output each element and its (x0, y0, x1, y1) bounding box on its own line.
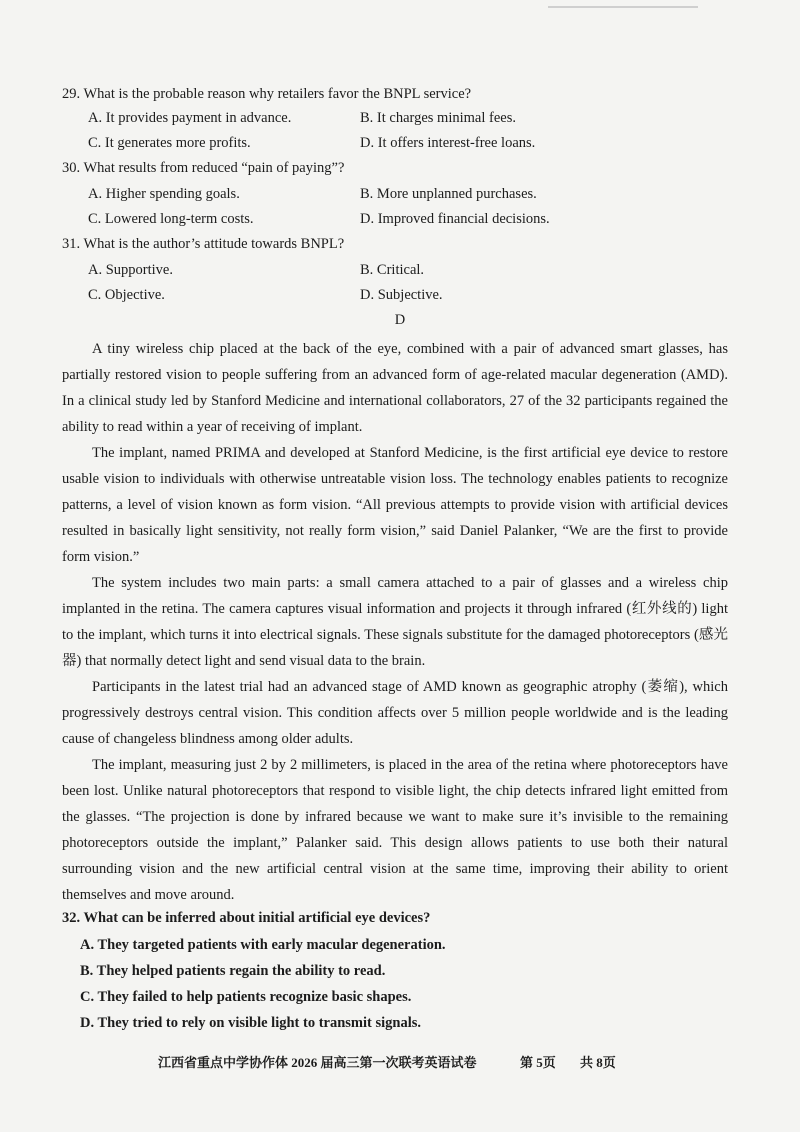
q31-option-c: C. Objective. (88, 287, 165, 303)
q32-option-c: C. They failed to help patients recognize basic shapes. (80, 989, 412, 1005)
q30-option-b: B. More unplanned purchases. (360, 186, 537, 202)
q31-option-a: A. Supportive. (88, 262, 173, 278)
question-32: 32. What can be inferred about initial artificial eye devices? (62, 910, 431, 926)
question-31: 31. What is the author’s attitude towards BNPL? (62, 236, 345, 252)
q29-option-d: D. It offers interest-free loans. (360, 135, 536, 151)
passage-paragraph-3: The system includes two main parts: a small camera attached to a pair of glasses and a wireless chip implanted in the retina. The camera captures visual information and projects it through infrared (红外线的) light to the implant, which turns it into electrical signals. These signals substitute for the damaged photoreceptors (感光器) that normally detect light and send visual data to the brain. (62, 575, 728, 669)
page-number: 第 5页 (520, 1055, 556, 1070)
scan-edge-line (548, 6, 698, 8)
q31-option-d: D. Subjective. (360, 287, 443, 303)
passage-paragraph-1: A tiny wireless chip placed at the back of the eye, combined with a pair of advanced smart glasses, has partially restored vision to people suffering from an advanced form of age-related macular degeneration (AMD). In a clinical study led by Stanford Medicine and international collaborators, 27 of the 32 participants regained the ability to read within a year of receiving of implant. (62, 341, 728, 435)
exam-title: 江西省重点中学协作体 2026 届高三第一次联考英语试卷 (158, 1055, 477, 1070)
q29-option-b: B. It charges minimal fees. (360, 110, 516, 126)
question-29: 29. What is the probable reason why retailers favor the BNPL service? (62, 86, 472, 102)
page-total: 共 8页 (580, 1055, 616, 1070)
q30-option-a: A. Higher spending goals. (88, 186, 240, 202)
passage-paragraph-5: The implant, measuring just 2 by 2 millimeters, is placed in the area of the retina where photoreceptors have been lost. Unlike natural photoreceptors that respond to visible light, the chip detects infrared light emitted from the glasses. “The projection is done by infrared because we want to make sure it’s invisible to the remaining photoreceptors outside the implant,” Palanker said. This design allows patients to use both their natural surrounding vision and the new artificial central vision at the same time, improving their ability to orient themselves and move around. (62, 757, 728, 903)
q29-option-c: C. It generates more profits. (88, 135, 251, 151)
section-label: D (394, 312, 406, 328)
passage-paragraph-2: The implant, named PRIMA and developed at Stanford Medicine, is the first artificial eye device to restore usable vision to individuals with otherwise untreatable vision loss. The technology enables patients to recognize patterns, a level of vision known as form vision. “All previous attempts to provide vision with artificial devices resulted in basically light sensitivity, not really form vision,” said Daniel Palanker, “We are the first to provide form vision.” (62, 445, 728, 565)
q29-option-a: A. It provides payment in advance. (88, 110, 292, 126)
q32-option-a: A. They targeted patients with early macular degeneration. (80, 937, 446, 953)
q32-option-d: D. They tried to rely on visible light to transmit signals. (80, 1015, 422, 1031)
q32-option-b: B. They helped patients regain the ability to read. (80, 963, 386, 979)
q31-option-b: B. Critical. (360, 262, 425, 278)
q30-option-c: C. Lowered long-term costs. (88, 211, 254, 227)
passage-paragraph-4: Participants in the latest trial had an advanced stage of AMD known as geographic atrophy (萎缩), which progressively destroys central vision. This condition affects over 5 million people worldwide and is the leading cause of changeless blindness among older adults. (62, 679, 728, 747)
question-30: 30. What results from reduced “pain of paying”? (62, 160, 345, 176)
q30-option-d: D. Improved financial decisions. (360, 211, 550, 227)
